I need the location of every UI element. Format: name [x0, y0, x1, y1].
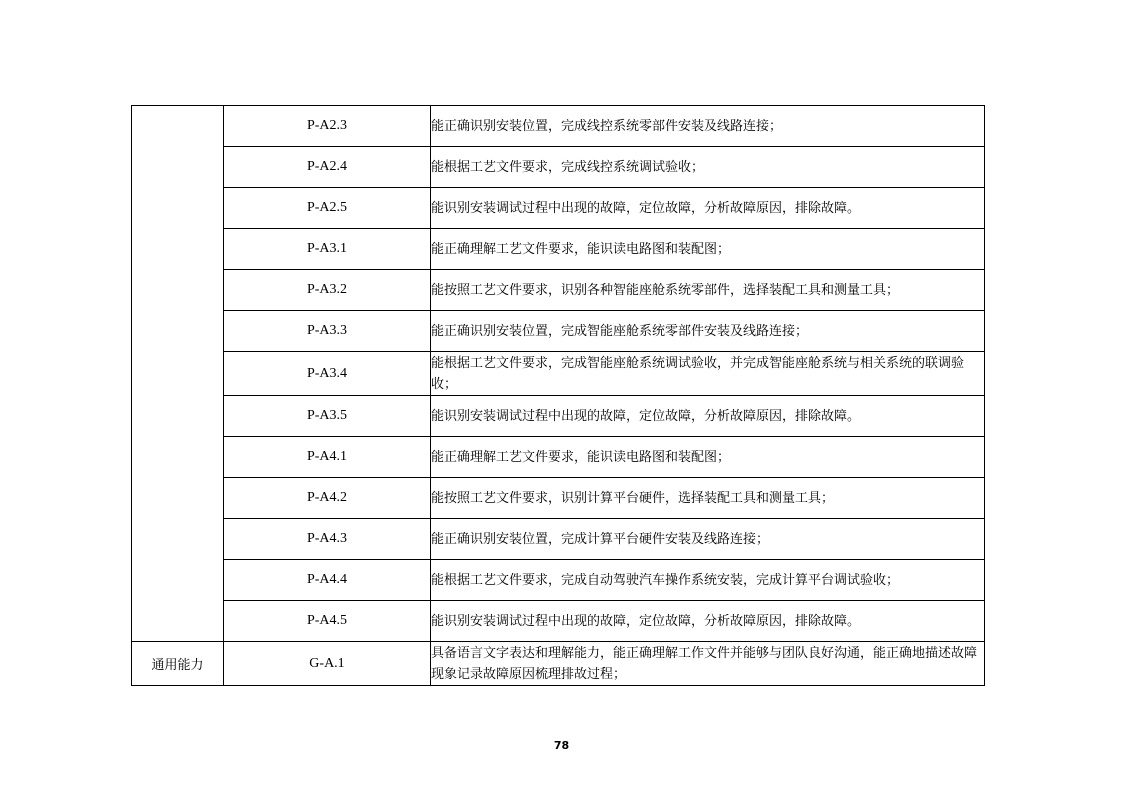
code-cell: P-A3.3	[224, 311, 431, 352]
table-row	[132, 437, 985, 478]
description-cell: 能识别安装调试过程中出现的故障，定位故障，分析故障原因，排除故障。	[431, 396, 985, 437]
table-row	[132, 352, 985, 396]
table-row	[132, 147, 985, 188]
code-cell: P-A2.5	[224, 188, 431, 229]
code-cell: P-A2.4	[224, 147, 431, 188]
table-row	[132, 270, 985, 311]
description-cell: 能识别安装调试过程中出现的故障，定位故障，分析故障原因，排除故障。	[431, 188, 985, 229]
table-row	[132, 188, 985, 229]
description-cell: 能正确理解工艺文件要求，能识读电路图和装配图；	[431, 437, 985, 478]
code-cell: P-A3.2	[224, 270, 431, 311]
table-row	[132, 106, 985, 147]
table-row	[132, 642, 985, 686]
table-row	[132, 396, 985, 437]
page-number: 78	[553, 739, 570, 752]
description-cell: 能按照工艺文件要求，识别各种智能座舱系统零部件，选择装配工具和测量工具；	[431, 270, 985, 311]
description-cell: 能按照工艺文件要求，识别计算平台硬件，选择装配工具和测量工具；	[431, 478, 985, 519]
description-cell: 能正确识别安装位置，完成线控系统零部件安装及线路连接；	[431, 106, 985, 147]
description-cell: 具备语言文字表达和理解能力，能正确理解工作文件并能够与团队良好沟通，能正确地描述故障现象记录故障原因梳理排故过程；	[431, 642, 985, 686]
code-cell: P-A4.2	[224, 478, 431, 519]
code-cell: P-A3.1	[224, 229, 431, 270]
table-row	[132, 601, 985, 642]
code-cell: G-A.1	[224, 642, 431, 686]
category-cell	[132, 106, 224, 642]
description-cell: 能正确识别安装位置，完成智能座舱系统零部件安装及线路连接；	[431, 311, 985, 352]
description-cell: 能正确识别安装位置，完成计算平台硬件安装及线路连接；	[431, 519, 985, 560]
description-cell: 能正确理解工艺文件要求，能识读电路图和装配图；	[431, 229, 985, 270]
code-cell: P-A4.4	[224, 560, 431, 601]
table-row	[132, 560, 985, 601]
code-cell: P-A4.5	[224, 601, 431, 642]
table-row	[132, 519, 985, 560]
code-cell: P-A4.1	[224, 437, 431, 478]
table-row	[132, 311, 985, 352]
description-cell: 能识别安装调试过程中出现的故障，定位故障，分析故障原因，排除故障。	[431, 601, 985, 642]
competency-table	[131, 105, 985, 686]
code-cell: P-A4.3	[224, 519, 431, 560]
description-cell: 能根据工艺文件要求，完成自动驾驶汽车操作系统安装，完成计算平台调试验收；	[431, 560, 985, 601]
description-cell: 能根据工艺文件要求，完成智能座舱系统调试验收，并完成智能座舱系统与相关系统的联调验收；	[431, 352, 985, 396]
table-row	[132, 478, 985, 519]
category-cell: 通用能力	[132, 642, 224, 686]
code-cell: P-A3.4	[224, 352, 431, 396]
table-row	[132, 229, 985, 270]
description-cell: 能根据工艺文件要求，完成线控系统调试验收；	[431, 147, 985, 188]
code-cell: P-A3.5	[224, 396, 431, 437]
code-cell: P-A2.3	[224, 106, 431, 147]
